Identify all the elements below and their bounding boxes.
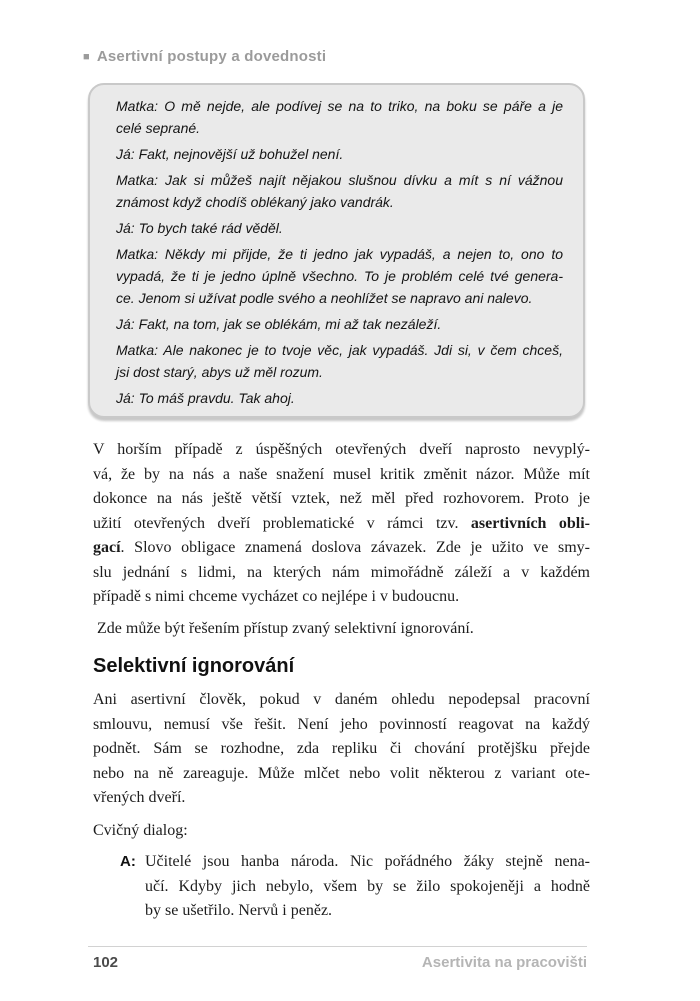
text-line: ce. Jenom si užívat podle svého a neohlížet se napravo ani nalevo. xyxy=(116,290,533,306)
dialog-paragraph xyxy=(116,313,563,335)
dialog-paragraph xyxy=(116,243,563,309)
text-line: Já: To bych také rád věděl. xyxy=(116,220,283,236)
section-heading: Selektivní ignorování xyxy=(93,655,295,677)
text-line: slu jednání s lidmi, na kterých nám mimořádně záleží a v každém xyxy=(93,563,590,581)
paragraph xyxy=(93,688,590,811)
text-line: Matka: Ale nakonec je to tvoje věc, jak vypadáš. Jdi si, v čem chceš, xyxy=(116,342,563,358)
paragraph xyxy=(93,617,590,642)
text-line: užití otevřených dveří problematické v rámci tzv. asertivních obli- xyxy=(93,514,590,532)
text-line: by se ušetřilo. Nervů i peněz. xyxy=(145,902,333,919)
text-line: Matka: O mě nejde, ale podívej se na to triko, na boku se páře a je xyxy=(116,98,563,114)
practice-item-a xyxy=(93,850,590,924)
text-line: vá, že by na nás a naše snažení musel kritik změnit názor. Může mít xyxy=(93,465,590,483)
text-line: smlouvu, nemusí vše řešit. Není jeho povinností reagovat na každý xyxy=(93,715,590,733)
dialog-paragraph xyxy=(116,339,563,383)
dialog-paragraph xyxy=(116,95,563,139)
dialog-paragraph xyxy=(116,387,563,409)
text-line: celé seprané. xyxy=(116,120,201,136)
footer xyxy=(88,954,587,971)
text-line: podnět. Sám se rozhodne, zda repliku či chování protějšku přejde xyxy=(93,740,590,757)
text-line: Matka: Někdy mi přijde, že ti jedno jak vypadáš, a nejen to, ono to xyxy=(116,246,563,262)
chapter-header xyxy=(83,48,593,65)
text-line: Já: Fakt, nejnovější už bohužel není. xyxy=(116,146,344,162)
footer-section-title: Asertivita na pracovišti xyxy=(421,954,587,971)
paragraph xyxy=(93,438,590,610)
text-line: Učitelé jsou hanba národa. Nic pořádného žáky stejně nena- xyxy=(145,853,590,870)
text-line: gací. Slovo obligace znamená doslova závazek. Zde je užito ve smy- xyxy=(93,539,590,556)
text-line: učí. Kdyby jich nebylo, všem by se žilo spokojeněji a hodně xyxy=(145,877,590,895)
text-line: Ani asertivní člověk, pokud v daném ohledu nepodepsal pracovní xyxy=(93,691,590,708)
text-line: jsi dost starý, abys už měl rozum. xyxy=(116,364,323,380)
dialog-box xyxy=(88,83,585,418)
dialog-paragraph xyxy=(116,217,563,239)
text-line: dokonce na nás ještě větší vztek, než měl před rozhovorem. Proto je xyxy=(93,490,590,507)
text-line: vřených dveří. xyxy=(93,789,186,806)
text-line: známost když chodíš oblékaný jako vandrák. xyxy=(116,194,394,210)
dialog-paragraph xyxy=(116,169,563,213)
text-line: V horším případě z úspěšných otevřených dveří naprosto nevyplý- xyxy=(93,441,590,458)
chapter-title: Asertivní postupy a dovednosti xyxy=(96,48,327,65)
footer-rule xyxy=(88,946,587,947)
text-line: případě s nimi chceme vycházet co nejlépe i v budoucnu. xyxy=(93,588,460,605)
body-text xyxy=(93,438,590,924)
text-line: vypadá, že ti je jedno úplně všechno. To je problém celé tvé genera- xyxy=(116,268,563,284)
square-bullet-icon: ■ xyxy=(83,51,90,63)
practice-item-text xyxy=(145,850,590,924)
dialog-paragraph xyxy=(116,143,563,165)
text-line: Zde může být řešením přístup zvaný selektivní ignorování. xyxy=(97,619,474,637)
text-line: nebo na ně zareaguje. Může mlčet nebo volit některou z variant ote- xyxy=(93,764,590,782)
page-number: 102 xyxy=(93,954,119,971)
practice-item-marker: A: xyxy=(120,853,136,870)
text-line: Matka: Jak si můžeš najít nějakou slušnou dívku a mít s ní vážnou xyxy=(116,172,563,188)
text-line: Já: To máš pravdu. Tak ahoj. xyxy=(116,390,295,406)
text-line: Já: Fakt, na tom, jak se oblékám, mi až tak nezáleží. xyxy=(116,316,442,332)
practice-dialog-label: Cvičný dialog: xyxy=(93,821,188,839)
